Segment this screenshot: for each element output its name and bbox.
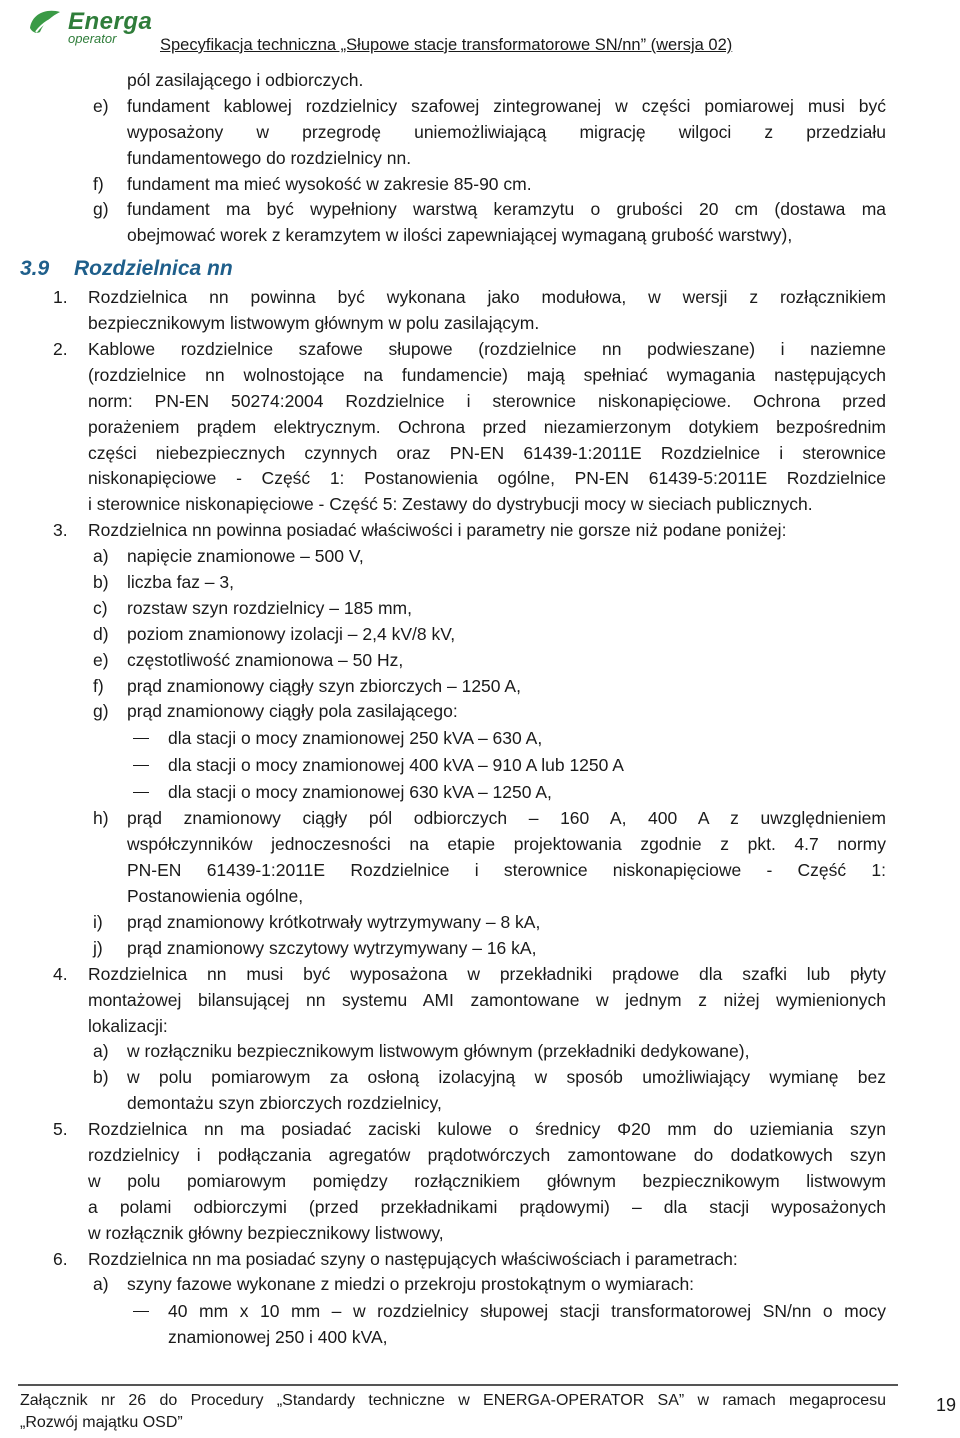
list-item: g) fundament ma być wypełniony warstwą keramzytu o grubości 20 cm (dostawa ma bbox=[93, 199, 886, 220]
dash-bullet bbox=[133, 738, 149, 739]
list-item: e) fundament kablowej rozdzielnicy szafowej zintegrowanej w części pomiarowej musi być bbox=[93, 95, 886, 116]
text-line: demontażu szyn zbiorczych rozdzielnicy, bbox=[127, 1093, 442, 1114]
text-line: porażeniem prądem elektrycznym. Ochrona przed niezamierzonym dotykiem bezpośrednim bbox=[88, 416, 886, 437]
dash-item: dla stacji o mocy znamionowej 250 kVA – 630 A, bbox=[0, 725, 960, 752]
list-item: a) szyny fazowe wykonane z miedzi o przekroju prostokątnym o wymiarach: bbox=[93, 1274, 695, 1295]
text-line: PN-EN 61439-1:2011E Rozdzielnice i sterownice niskonapięciowe - Część 1: bbox=[127, 860, 886, 881]
list-item: c) rozstaw szyn rozdzielnicy – 185 mm, bbox=[93, 597, 412, 618]
list-item: a) w rozłączniku bezpiecznikowym listwowym głównym (przekładniki dedykowane), bbox=[93, 1041, 750, 1062]
list-item: f) prąd znamionowy ciągły szyn zbiorczych – 1250 A, bbox=[93, 675, 521, 696]
dash-item: 40 mm x 10 mm – w rozdzielnicy słupowej stacji transformatorowej SN/nn o mocy bbox=[0, 1298, 960, 1325]
dash-item: dla stacji o mocy znamionowej 630 kVA – 1250 A, bbox=[0, 779, 960, 806]
list-item: f) fundament ma mieć wysokość w zakresie 85-90 cm. bbox=[93, 173, 532, 194]
text-line: współczynników jednoczesności na etapie projektowania zgodnie z pkt. 4.7 normy bbox=[127, 834, 886, 855]
leaf-icon bbox=[26, 6, 66, 40]
text-line: znamionowej 250 i 400 kVA, bbox=[168, 1327, 388, 1348]
list-item: d) poziom znamionowy izolacji – 2,4 kV/8 kV, bbox=[93, 623, 456, 644]
text-line: bezpiecznikowym listwowym głównym w polu zasilającym. bbox=[88, 313, 540, 334]
text-line: norm: PN-EN 50274:2004 Rozdzielnice i sterownice niskonapięciowe. Ochrona przed bbox=[88, 390, 886, 411]
dash-bullet bbox=[133, 765, 149, 766]
document-body bbox=[0, 68, 960, 1351]
text-line: obejmować worek z keramzytem w ilości zapewniającej wymaganą grubość warstwy), bbox=[127, 225, 793, 246]
footer-divider bbox=[18, 1384, 898, 1386]
text-line: rozdzielnicy i podłączania agregatów prądotwórczych zamontowane do dodatkowych szyn bbox=[88, 1144, 886, 1165]
dash-bullet bbox=[133, 1311, 149, 1312]
text-line: i sterownice niskonapięciowe - Część 5: Zestawy do dystrybucji mocy w sieciach publicznych. bbox=[88, 494, 813, 515]
text-line: wyposażony w przegrodę uniemożliwiającą migrację wilgoci z przedziału bbox=[127, 121, 886, 142]
dash-item: dla stacji o mocy znamionowej 400 kVA – 910 A lub 1250 A bbox=[0, 752, 960, 779]
footer-text: Załącznik nr 26 do Procedury „Standardy techniczne w ENERGA-OPERATOR SA” w ramach megaprocesu bbox=[20, 1392, 886, 1409]
list-item: j) prąd znamionowy szczytowy wytrzymywany – 16 kA, bbox=[93, 937, 537, 958]
list-item: i) prąd znamionowy krótkotrwały wytrzymywany – 8 kA, bbox=[93, 911, 541, 932]
section-title: Rozdzielnica nn bbox=[74, 257, 233, 281]
list-item: 5. Rozdzielnica nn ma posiadać zaciski kulowe o średnicy Φ20 mm do uziemiania szyn bbox=[53, 1119, 886, 1140]
text-line: (rozdzielnice nn wolnostojące na fundamencie) mają spełniać wymagania następujących bbox=[88, 364, 886, 385]
list-item: 4. Rozdzielnica nn musi być wyposażona w przekładniki prądowe dla szafki lub płyty bbox=[53, 963, 886, 984]
text-line: niskonapięciowe - Część 1: Postanowienia ogólne, PN-EN 61439-5:2011E Rozdzielnice bbox=[88, 468, 886, 489]
text-line: lokalizacji: bbox=[88, 1015, 168, 1036]
list-item: b) liczba faz – 3, bbox=[93, 572, 234, 593]
footer-text-continued: „Rozwój majątku OSD” bbox=[20, 1414, 183, 1431]
list-item: h) prąd znamionowy ciągły pól odbiorczych – 160 A, 400 A z uwzględnieniem bbox=[93, 808, 886, 829]
section-number: 3.9 bbox=[20, 257, 50, 281]
list-item: g) prąd znamionowy ciągły pola zasilającego: bbox=[93, 701, 458, 722]
list-item: 1. Rozdzielnica nn powinna być wykonana jako modułowa, w wersji z rozłącznikiem bbox=[53, 287, 886, 308]
text-line: a polami odbiorczymi (przed przekładnikami prądowymi) – dla stacji wyposażonych bbox=[88, 1196, 886, 1217]
text-line: w polu pomiarowym pomiędzy rozłącznikiem głównym bezpiecznikowym listwowym bbox=[88, 1170, 886, 1191]
logo-subtitle: operator bbox=[68, 31, 117, 46]
text-line: w rozłącznik główny bezpiecznikowy listwowy, bbox=[88, 1222, 444, 1243]
list-item: 3. Rozdzielnica nn powinna posiadać właściwości i parametry nie gorsze niż podane poniżej: bbox=[53, 520, 787, 541]
list-item: 2. Kablowe rozdzielnice szafowe słupowe (rozdzielnice nn podwieszane) i naziemne bbox=[53, 339, 886, 360]
list-item: e) częstotliwość znamionowa – 50 Hz, bbox=[93, 649, 404, 670]
energa-operator-logo bbox=[26, 6, 166, 46]
document-title: Specyfikacja techniczna „Słupowe stacje transformatorowe SN/nn” (wersja 02) bbox=[160, 36, 733, 54]
list-item: b) w polu pomiarowym za osłoną izolacyjną w sposób umożliwiający wymianę bez bbox=[93, 1067, 886, 1088]
list-item: 6. Rozdzielnica nn ma posiadać szyny o następujących właściwościach i parametrach: bbox=[53, 1248, 738, 1269]
text-line: części niebezpiecznych czynnych oraz PN-EN 61439-1:2011E Rozdzielnice i sterownice bbox=[88, 442, 886, 463]
text-line: montażowej bilansującej nn systemu AMI zamontowane w jednym z niżej wymienionych bbox=[88, 989, 886, 1010]
text-line: fundamentowego do rozdzielnicy nn. bbox=[127, 147, 412, 168]
logo-name: Energa bbox=[68, 8, 153, 35]
dash-bullet bbox=[133, 792, 149, 793]
text-line: Postanowienia ogólne, bbox=[127, 886, 304, 907]
section-heading bbox=[0, 253, 960, 285]
text-line: pól zasilającego i odbiorczych. bbox=[127, 70, 364, 90]
list-item: a) napięcie znamionowe – 500 V, bbox=[93, 546, 364, 567]
page-number: 19 bbox=[936, 1395, 957, 1415]
